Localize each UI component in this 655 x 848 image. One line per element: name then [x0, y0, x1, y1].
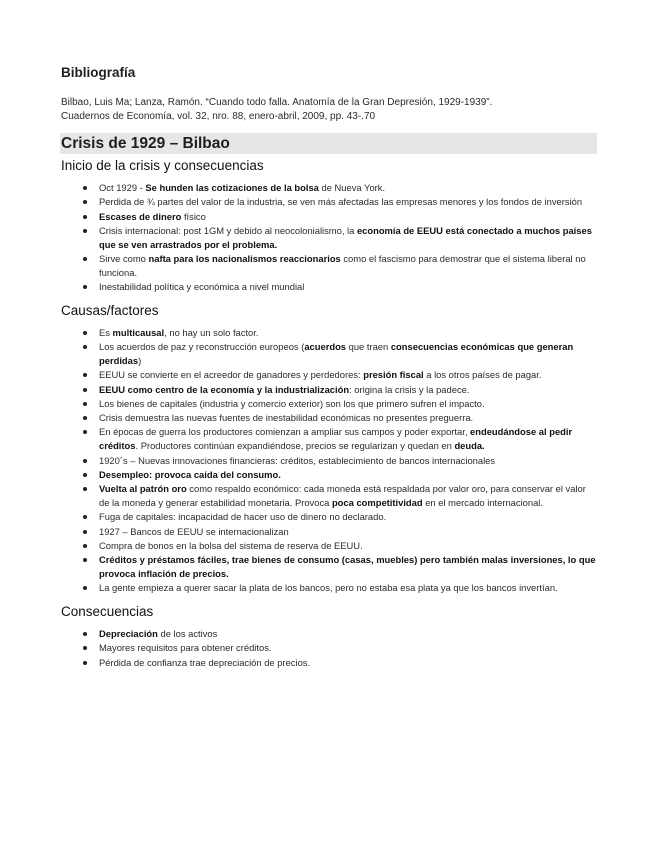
section-heading-consecuencias: Consecuencias [61, 604, 154, 620]
bold-text: economía de EEUU está conectado a muchos países que se ven arrastrados por el problema. [99, 224, 592, 250]
text-run: , no hay un solo factor. [164, 326, 259, 338]
text-run: 1920´s – Nuevas innovaciones financieras: créditos, establecimiento de bancos internacionales [99, 454, 496, 466]
bold-text: multicausal [112, 326, 165, 338]
text-run: Pérdida de confianza trae depreciación de precios. [99, 656, 311, 668]
text-run: Crisis demuestra las nuevas fuentes de inestabilidad económicas no presentes preguerra. [99, 412, 474, 424]
text-run: como el fascismo para demostrar que el sistema liberal no funciona. [99, 252, 586, 278]
list-item [99, 195, 597, 209]
text-run: Oct 1929 - [99, 182, 146, 193]
bullet-list-inicio [61, 181, 597, 294]
text-run: La gente empieza a querer sacar la plata de los bancos, pero no estaba esa plata ya que los bancos invertían. [99, 582, 558, 594]
list-item [99, 468, 597, 482]
list-item [99, 510, 597, 524]
text-run: físico [181, 210, 206, 222]
list-item [99, 383, 597, 397]
list-item [99, 581, 597, 595]
list-item [99, 181, 597, 195]
main-title: Crisis de 1929 – Bilbao [60, 133, 597, 154]
bold-text: deuda. [454, 440, 485, 452]
section-heading-inicio: Inicio de la crisis y consecuencias [61, 158, 264, 173]
text-run: ) [138, 354, 142, 366]
text-run: de los activos [157, 628, 218, 640]
list-item [99, 482, 597, 510]
bold-text: EEUU como centro de la economía y la industrialización [99, 383, 350, 395]
text-run: Compra de bonos en la bolsa del sistema de reserva de EEUU. [99, 539, 363, 551]
text-run: Perdida de ¾ partes del valor de la industria, se ven más afectadas las empresas menores y los fondos de inversión [99, 196, 583, 208]
text-run: Fuga de capitales: incapacidad de hacer uso de dinero no declarado. [99, 511, 387, 523]
text-run: . Productores continúan expandiéndose, precios se regularizan y quedan en [135, 440, 455, 452]
list-item [99, 627, 597, 641]
text-run: 1927 – Bancos de EEUU se internacionalizan [99, 525, 289, 537]
list-item [99, 539, 597, 553]
list-item [99, 326, 597, 340]
text-run: que traen [346, 341, 391, 353]
text-run: como respaldo económico: cada moneda está respaldada por valor oro, para conservar el valor de la moneda y generar estabilidad monetaria. Provoca [99, 483, 586, 508]
text-run: de Nueva York. [318, 182, 386, 193]
list-item [99, 411, 597, 425]
text-run: Mayores requisitos para obtener créditos. [99, 642, 272, 654]
bold-text: acuerdos [304, 341, 347, 353]
bold-text: Escases de dinero [99, 210, 182, 222]
list-item [99, 224, 597, 252]
text-run: a los otros países de pagar. [423, 369, 542, 381]
text-run: Crisis internacional: post 1GM y debido al neocolonialismo, la [99, 224, 357, 236]
list-item [99, 368, 597, 382]
bold-text: Se hunden las cotizaciones de la bolsa [145, 182, 319, 193]
text-run: : origina la crisis y la padece. [349, 383, 470, 395]
bold-text: Desempleo: provoca caída del consumo. [99, 468, 281, 480]
bibliography-line-1: Bilbao, Luis Ma; Lanza, Ramón. “Cuando todo falla. Anatomía de la Gran Depresión, 1929-1939”. [61, 97, 493, 108]
bold-text: Depreciación [99, 628, 158, 640]
bold-text: nafta para los nacionalismos reaccionarios [148, 252, 341, 264]
bibliography-reference [61, 96, 597, 123]
list-item [99, 454, 597, 468]
list-item [99, 641, 597, 655]
text-run: EEUU se convierte en el acreedor de ganadores y perdedores: [99, 369, 364, 381]
section-heading-causas: Causas/factores [61, 302, 159, 318]
list-item [99, 425, 597, 453]
list-item [99, 252, 597, 280]
bibliography-title: Bibliografía [61, 65, 136, 80]
text-run: En épocas de guerra los productores comienzan a ampliar sus campos y poder exportar, [99, 426, 471, 438]
list-item [99, 397, 597, 411]
bold-text: poca competitividad [331, 496, 423, 508]
bullet-list-consecuencias [61, 627, 597, 669]
text-run: Sirve como [99, 252, 149, 264]
bold-text: Vuelta al patrón oro [99, 483, 187, 495]
list-item [99, 525, 597, 539]
bold-text: consecuencias económicas que generan perdidas [99, 341, 574, 366]
bold-text: endeudándose al pedir créditos [99, 426, 573, 452]
bold-text: Créditos y préstamos fáciles, trae bienes de consumo (casas, muebles) pero también malas inversiones, lo que provoca inflación de precios. [99, 554, 596, 579]
text-run: Inestabilidad política y económica a nivel mundial [99, 281, 305, 293]
bullet-list-causas [61, 326, 597, 595]
list-item [99, 280, 597, 294]
text-run: Los bienes de capitales (industria y comercio exterior) son los que primero sufren el impacto. [99, 397, 485, 409]
text-run: Los acuerdos de paz y reconstrucción europeos ( [99, 341, 305, 353]
text-run: en el mercado internacional. [422, 496, 543, 508]
list-item [99, 340, 597, 368]
text-run: Es [99, 326, 113, 338]
list-item [99, 210, 597, 224]
bold-text: presión fiscal [363, 369, 424, 381]
list-item [99, 553, 597, 581]
bibliography-line-2: Cuadernos de Economía, vol. 32, nro. 88, enero-abril, 2009, pp. 43-.70 [61, 110, 376, 122]
list-item [99, 656, 597, 670]
